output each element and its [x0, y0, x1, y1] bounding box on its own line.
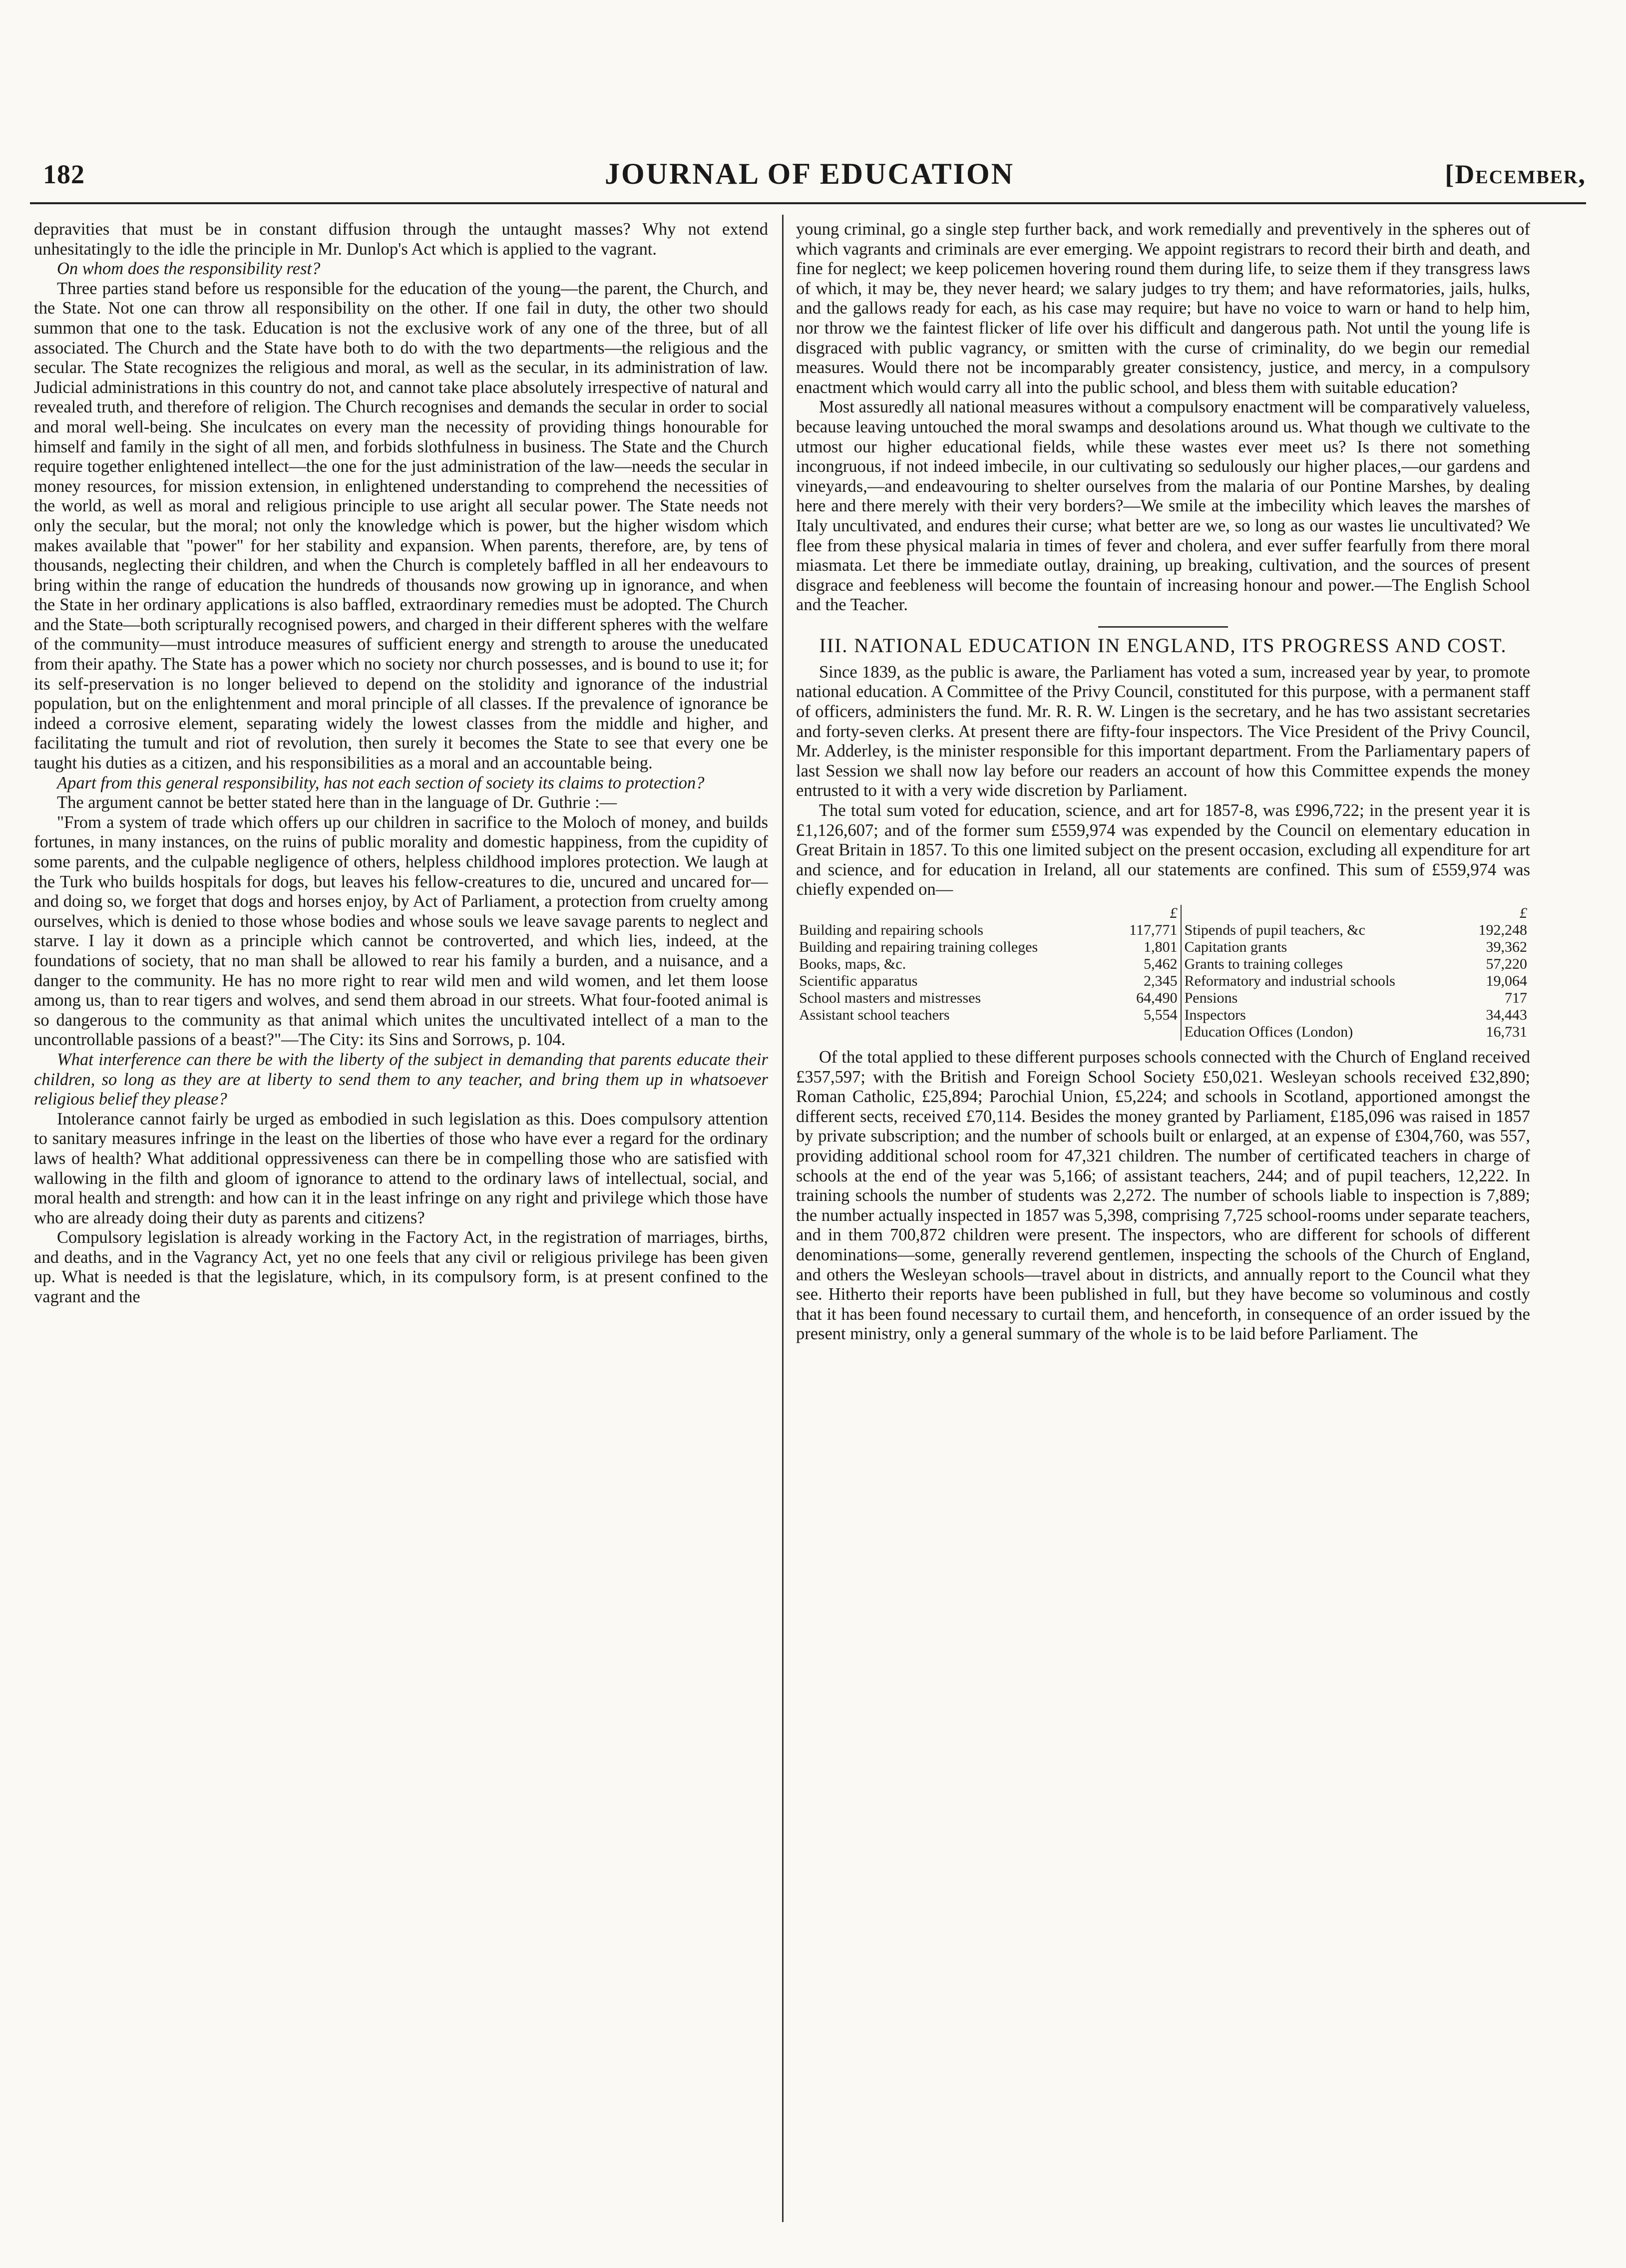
expense-amount: 16,731 [1486, 1024, 1527, 1040]
expense-amount: 5,462 [1144, 956, 1178, 972]
expense-item: Building and repairing schools [799, 922, 984, 938]
expenditure-table [796, 905, 1530, 1041]
header-rule [30, 202, 1586, 204]
empty-cell [1110, 1024, 1181, 1041]
question-heading: What interference can there be with the liberty of the subject in demanding that parents educate their children, so long as they are at liberty to send them to any teacher, and bring them up in whatsoever religious belief they please? [34, 1050, 768, 1109]
section-title: III. NATIONAL EDUCATION IN ENGLAND, ITS PROGRESS AND COST. [819, 634, 1507, 657]
running-header [33, 150, 1586, 195]
paragraph: The argument cannot be better stated here than in the language of Dr. Guthrie :— [57, 793, 617, 812]
paragraph: young criminal, go a single step further back, and work remedially and preventively in the spheres out of which vagrants and criminals are ever emerging. We appoint registrars to record their birth and death, and fine for neglect; we keep policemen hovering round them during life, to seize them if they transgress laws of which, it may be, they never heard; we salary judges to try them; and have reformatories, jails, hulks, and the gallows ready for each, as his case may require; but have no voice to warn or hand to help him, nor throw we the faintest flicker of life over his difficult and dangerous path. Not until the young life is disgraced with public vagrancy, or smitten with the curse of criminality, do we begin our remedial measures. Would there not be incomparably greater consistency, justice, and mercy, in a compulsory enactment which would carry all into the public school, and bless them with suitable education? [796, 220, 1530, 397]
table-row [796, 990, 1530, 1007]
expense-amount: 39,362 [1486, 939, 1527, 955]
question-heading: Apart from this general responsibility, has not each section of society its claims to protection? [57, 773, 705, 792]
expense-item: Reformatory and industrial schools [1181, 973, 1459, 990]
paragraph: Most assuredly all national measures without a compulsory enactment will be comparatively valueless, because leaving untouched the moral swamps and desolations around us. What though we cultivate to the utmost our higher educational fields, while these wastes ever meet us? Is there not something incongruous, if not indeed imbecile, in our cultivating so sedulously our higher places,—our gardens and vineyards,—and endeavouring to shelter ourselves from the malaria of our Pontine Marshes, by dealing here and there merely with their very borders?—We smile at the imbecility which leaves the marshes of Italy uncultivated, and endures their curse; what better are we, so long as our wastes lie uncultivated? We flee from these physical malaria in times of fever and cholera, and ever suffer fearfully from there moral miasmata. Let there be immediate outlay, draining, up breaking, cultivation, and the sources of present disgrace and feebleness will become the fountain of increasing honour and power.—The English School and the Teacher. [796, 397, 1530, 615]
issue-month: [December, [1445, 159, 1586, 189]
expense-amount: 717 [1505, 990, 1527, 1006]
table-header-row [796, 905, 1530, 922]
journal-title: JOURNAL OF EDUCATION [604, 157, 1015, 190]
table-row [796, 922, 1530, 939]
quotation: "From a system of trade which offers up our children in sacrifice to the Moloch of money, and builds fortunes, in many instances, on the ruins of public morality and domestic happiness, from the cupidity of some parents, and the culpable negligence of others, helpless childhood implores protection. We laugh at the Turk who builds hospitals for dogs, but leaves his fellow-creatures to die, uncured and uncared for—and doing so, we forget that dogs and horses enjoy, by Act of Parliament, a protection from cruelty among ourselves, which is denied to those whose bodies and whose souls we leave savage parents to neglect and starve. I lay it down as a principle which cannot be controverted, and which lies, indeed, at the foundations of society, that no man shall be allowed to rear his family a burden, and a nuisance, and a danger to the community. He has no more right to rear wild men and wild women, and let them loose among us, than to rear tigers and wolves, and send them abroad in our streets. What four-footed animal is so dangerous to the community as that animal which unites the uncultivated intellect of a man to the uncontrollable passions of a beast?"—The City: its Sins and Sorrows, p. 104. [34, 812, 768, 1050]
paragraph: depravities that must be in constant diffusion through the untaught masses? Why not extend unhesitatingly to the idle the principle in Mr. Dunlop's Act which is applied to the vagrant. [34, 220, 768, 259]
expense-amount: 34,443 [1486, 1007, 1527, 1023]
expense-amount: 64,490 [1136, 990, 1178, 1006]
column-divider [782, 215, 784, 2222]
expense-amount: 1,801 [1144, 939, 1178, 955]
left-column [34, 220, 768, 2232]
section-separator [1098, 626, 1228, 628]
expense-item: Building and repairing training colleges [799, 939, 1038, 955]
expense-item: Stipends of pupil teachers, &c [1181, 922, 1459, 939]
expense-item: Grants to training colleges [1181, 956, 1459, 973]
expense-amount: 192,248 [1478, 922, 1527, 938]
expense-amount: 2,345 [1144, 973, 1178, 989]
question-heading: On whom does the responsibility rest? [57, 259, 321, 279]
table-row [796, 956, 1530, 973]
paragraph: Three parties stand before us responsible for the education of the young—the parent, the Church, and the State. Not one can throw all responsibility on the other. If one fail in duty, the other two should summon that one to the task. Education is not the exclusive work of any one of the three, but of all associated. The Church and the State have both to do with the two departments—the religious and the secular. The State recognizes the religious and moral, as well as the secular, in its administration of law. Judicial administrations in this country do not, and cannot take place absolutely irrespective of natural and revealed truth, and therefore of religion. The Church recognises and demands the secular in order to social and moral well-being. She inculcates on every man the necessity of providing things honourable for himself and family in the sight of all men, and forbids slothfulness in business. The State and the Church require together enlightened intellect—the one for the just administration of the law—needs the secular in money resources, for mission extension, in enlightened understanding to comprehend the necessities of the world, as well as moral and religious principle to use aright all secular power. The State needs not only the secular, but the moral; not only the knowledge which is power, but the higher wisdom which makes available that "power" for her stability and expansion. When parents, therefore, are, by tens of thousands, neglecting their children, and when the Church is completely baffled in all her endeavours to bring within the range of education the hundreds of thousands now growing up in ignorance, and when the State in her ordinary applications is also baffled, extraordinary remedies must be adopted. The Church and the State—both scripturally recognised powers, and charged in their different spheres with the welfare of the community—must introduce measures of sufficient energy and strength to arouse the uneducated from their apathy. The State has a power which no society nor church possesses, and is bound to use it; for its self-preservation is no longer believed to depend on the stolidity and ignorance of the industrial population, but on the enlightenment and moral principle of all classes. If the prevalence of ignorance be indeed a corrosive element, separating widely the lowest classes from the middle and higher, and facilitating the tumult and riot of revolution, then surely it becomes the State to see that every one be taught his duties as a citizen, and his responsibilities as a moral and an accountable being. [34, 279, 768, 773]
expense-item: School masters and mistresses [799, 990, 981, 1006]
table-row [796, 1024, 1530, 1041]
right-column [796, 220, 1530, 2232]
currency-header: £ [1520, 905, 1527, 921]
page-number: 182 [43, 159, 85, 189]
expense-item: Books, maps, &c. [799, 956, 906, 972]
expense-item: Assistant school teachers [799, 1007, 950, 1023]
currency-header: £ [1170, 905, 1178, 921]
expense-amount: 117,771 [1129, 922, 1178, 938]
table-header-blank [1181, 905, 1459, 922]
empty-cell [796, 1024, 1110, 1041]
expense-item: Capitation grants [1181, 939, 1459, 956]
paragraph: Since 1839, as the public is aware, the Parliament has voted a sum, increased year by year, to promote national education. A Committee of the Privy Council, constituted for this purpose, with a permanent staff of officers, administers the fund. Mr. R. R. W. Lingen is the secretary, and he has two assistant secretaries and forty-seven clerks. At present there are fifty-four inspectors. The Vice President of the Privy Council, Mr. Adderley, is the minister responsible for this important department. From the Parliamentary papers of last Session we shall now lay before our readers an account of how this Committee expends the money entrusted to it with a very wide discretion by Parliament. [796, 662, 1530, 800]
expense-item: Inspectors [1181, 1007, 1459, 1024]
expense-amount: 19,064 [1486, 973, 1527, 989]
expense-item: Education Offices (London) [1181, 1024, 1459, 1041]
expense-amount: 5,554 [1144, 1007, 1178, 1023]
table-header-blank [796, 905, 1110, 922]
paragraph: Intolerance cannot fairly be urged as embodied in such legislation as this. Does compulsory attention to sanitary measures infringe in the least on the liberties of those who have ever a regard for the ordinary laws of health? What additional oppressiveness can there be in compelling those who are satisfied with wallowing in the filth and gloom of ignorance to attend to the ordinary laws of intellectual, social, and moral health and strength: and how can it in the least infringe on any right and privilege which those have who are already doing their duty as parents and citizens? [34, 1109, 768, 1227]
paragraph: Of the total applied to these different purposes schools connected with the Church of England received £357,597; with the British and Foreign School Society £50,021. Wesleyan schools received £32,890; Roman Catholic, £25,894; Parochial Union, £5,224; and schools in Scotland, apportioned amongst the different sects, received £70,114. Besides the money granted by Parliament, £185,096 was raised in 1857 by private subscription; and the number of schools built or enlarged, at an expense of £304,760, was 557, providing additional school room for 47,321 children. The number of certificated teachers in charge of schools at the end of the year was 5,166; of assistant teachers, 244; and of pupil teachers, 12,222. In training schools the number of students was 2,272. The number of schools liable to inspection is 7,889; the number actually inspected in 1857 was 5,398, comprising 7,725 school-rooms under separate teachers, and in them 700,872 children were present. The inspectors, who are different for schools of different denominations—some, generally reverend gentlemen, inspecting the schools of the Church of England, and others the Wesleyan schools—travel about in districts, and annually report to the Council what they see. Hitherto their reports have been published in full, but they have become so voluminous and costly that it has been found necessary to curtail them, and henceforth, in consequence of an order issued by the present ministry, only a general summary of the whole is to be laid before Parliament. The [796, 1048, 1530, 1344]
paragraph: Compulsory legislation is already working in the Factory Act, in the registration of marriages, births, and deaths, and in the Vagrancy Act, yet no one feels that any civil or religious privilege has been given up. What is needed is that the legislature, which, in its compulsory form, is at present confined to the vagrant and the [34, 1228, 768, 1307]
table-row [796, 973, 1530, 990]
table-row [796, 939, 1530, 956]
paragraph: The total sum voted for education, science, and art for 1857-8, was £996,722; in the present year it is £1,126,607; and of the former sum £559,974 was expended by the Council on elementary education in Great Britain in 1857. To this one limited subject on the present occasion, excluding all expenditure for art and science, and for education in Ireland, all our statements are confined. This sum of £559,974 was chiefly expended on— [796, 801, 1530, 899]
table-row [796, 1007, 1530, 1024]
expense-item: Scientific apparatus [799, 973, 918, 989]
expense-amount: 57,220 [1486, 956, 1527, 972]
expense-item: Pensions [1181, 990, 1459, 1007]
